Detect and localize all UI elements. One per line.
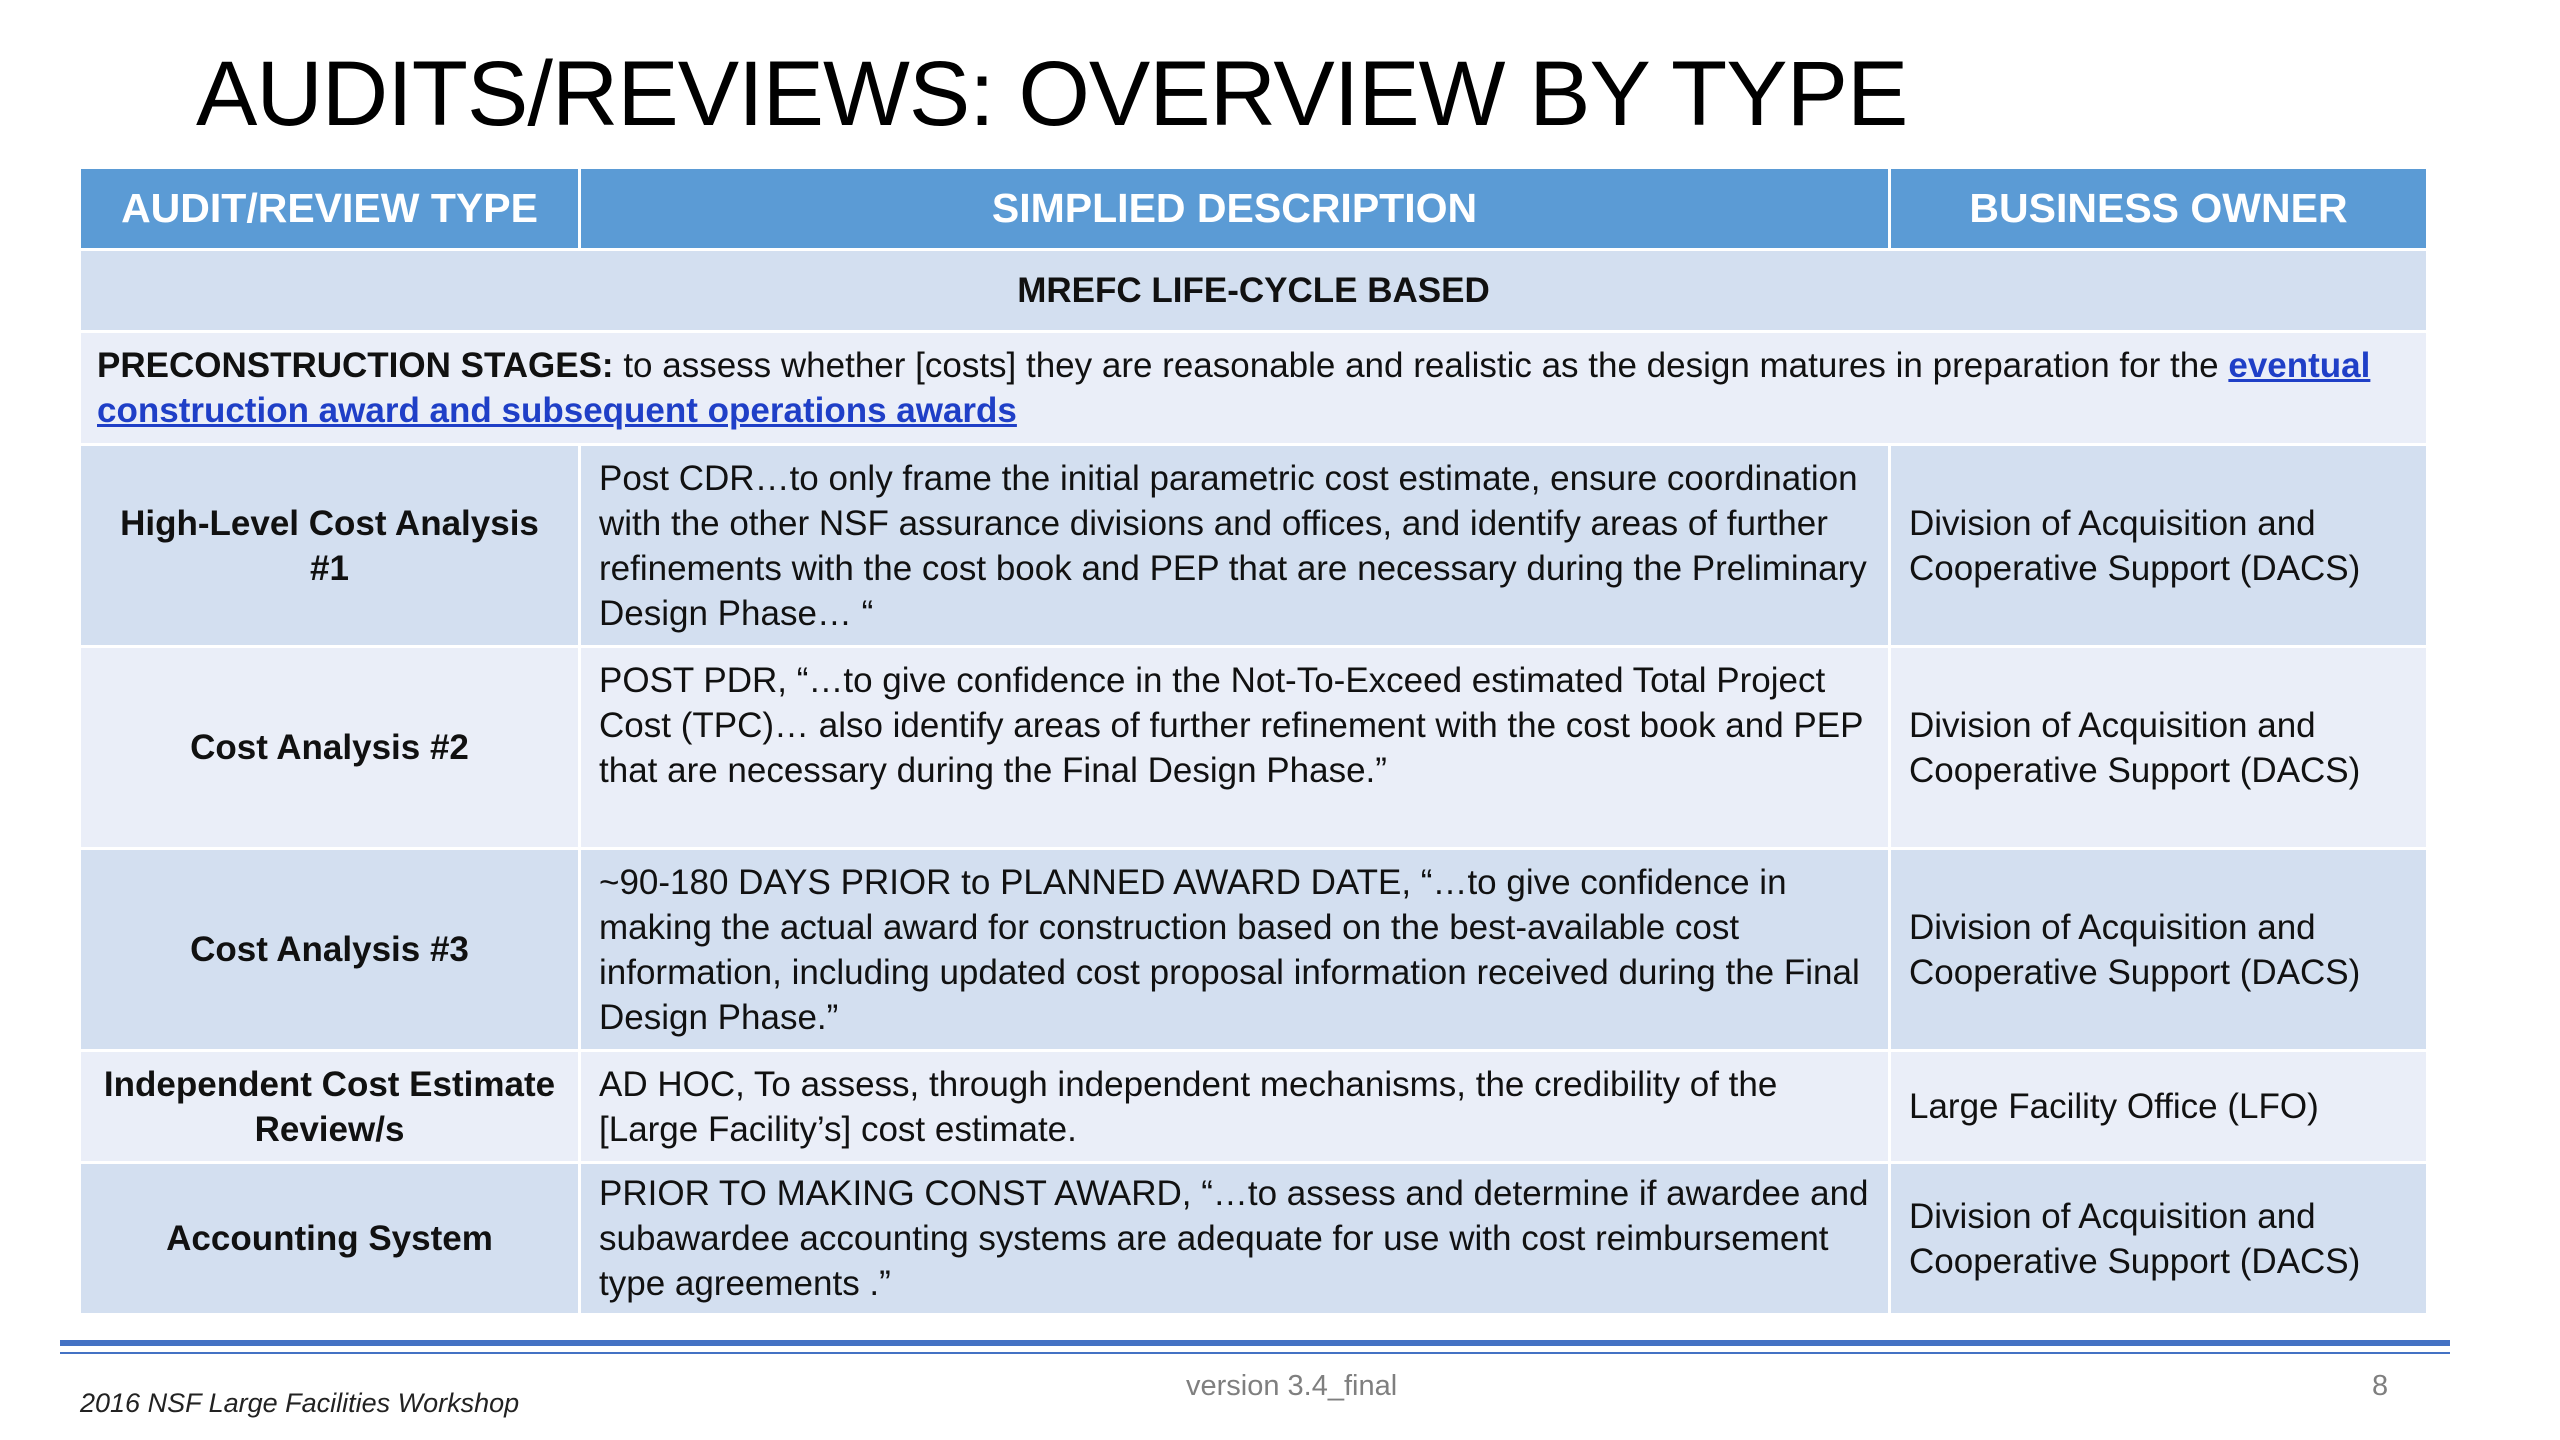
- description-cell: POST PDR, “…to give confidence in the Not-To-Exceed estimated Total Project Cost (TPC)… also identify areas of further refinement with the cost book and PEP that are necessary during the Final Design Phase.”: [580, 647, 1890, 849]
- footer-version-label: version 3.4_final: [1186, 1370, 1398, 1402]
- preconstruction-intro-cell: [80, 332, 2428, 445]
- table-row: [80, 445, 2428, 647]
- type-cell: Cost Analysis #3: [80, 849, 580, 1051]
- owner-cell: Division of Acquisition and Cooperative Support (DACS): [1890, 647, 2428, 849]
- slide-title: AUDITS/REVIEWS: OVERVIEW BY TYPE: [196, 43, 1908, 145]
- type-cell: Cost Analysis #2: [80, 647, 580, 849]
- band-row: [80, 250, 2428, 332]
- description-cell: ~90-180 DAYS PRIOR to PLANNED AWARD DATE, “…to give confidence in making the actual award for construction based on the best-available cost information, including updated cost proposal information received during the Final Design Phase.”: [580, 849, 1890, 1051]
- description-cell: AD HOC, To assess, through independent mechanisms, the credibility of the [Large Facility’s] cost estimate.: [580, 1051, 1890, 1163]
- page-number: 8: [2372, 1370, 2389, 1402]
- table-row: [80, 647, 2428, 849]
- type-cell: Accounting System: [80, 1163, 580, 1315]
- footer-workshop-label: 2016 NSF Large Facilities Workshop: [80, 1388, 520, 1418]
- footer-rule-thick: [60, 1340, 2450, 1346]
- type-cell: Independent Cost Estimate Review/s: [80, 1051, 580, 1163]
- header-simplied-description: SIMPLIED DESCRIPTION: [580, 168, 1890, 250]
- preconstruction-intro-row: [80, 332, 2428, 445]
- band-label: MREFC LIFE-CYCLE BASED: [80, 250, 2428, 332]
- footer-rule-thin: [60, 1352, 2450, 1354]
- owner-cell: Large Facility Office (LFO): [1890, 1051, 2428, 1163]
- description-cell: Post CDR…to only frame the initial parametric cost estimate, ensure coordination with the other NSF assurance divisions and offices, and identify areas of further refinements with the cost book and PEP that are necessary during the Preliminary Design Phase… “: [580, 445, 1890, 647]
- table-header-row: [80, 168, 2428, 250]
- owner-cell: Division of Acquisition and Cooperative Support (DACS): [1890, 849, 2428, 1051]
- owner-cell: Division of Acquisition and Cooperative Support (DACS): [1890, 1163, 2428, 1315]
- intro-link[interactable]: eventual construction award and subsequent operations awards: [97, 346, 2371, 430]
- audit-review-table: [78, 166, 2429, 1316]
- table-row: [80, 1163, 2428, 1315]
- intro-bold-label: PRECONSTRUCTION STAGES:: [97, 346, 614, 385]
- header-business-owner: BUSINESS OWNER: [1890, 168, 2428, 250]
- header-audit-review-type: AUDIT/REVIEW TYPE: [80, 168, 580, 250]
- table-row: [80, 1051, 2428, 1163]
- description-cell: PRIOR TO MAKING CONST AWARD, “…to assess and determine if awardee and subawardee accounting systems are adequate for use with cost reimbursement type agreements .”: [580, 1163, 1890, 1315]
- owner-cell: Division of Acquisition and Cooperative Support (DACS): [1890, 445, 2428, 647]
- table-row: [80, 849, 2428, 1051]
- type-cell: High-Level Cost Analysis #1: [80, 445, 580, 647]
- intro-text: to assess whether [costs] they are reasonable and realistic as the design matures in preparation for the: [613, 346, 2229, 385]
